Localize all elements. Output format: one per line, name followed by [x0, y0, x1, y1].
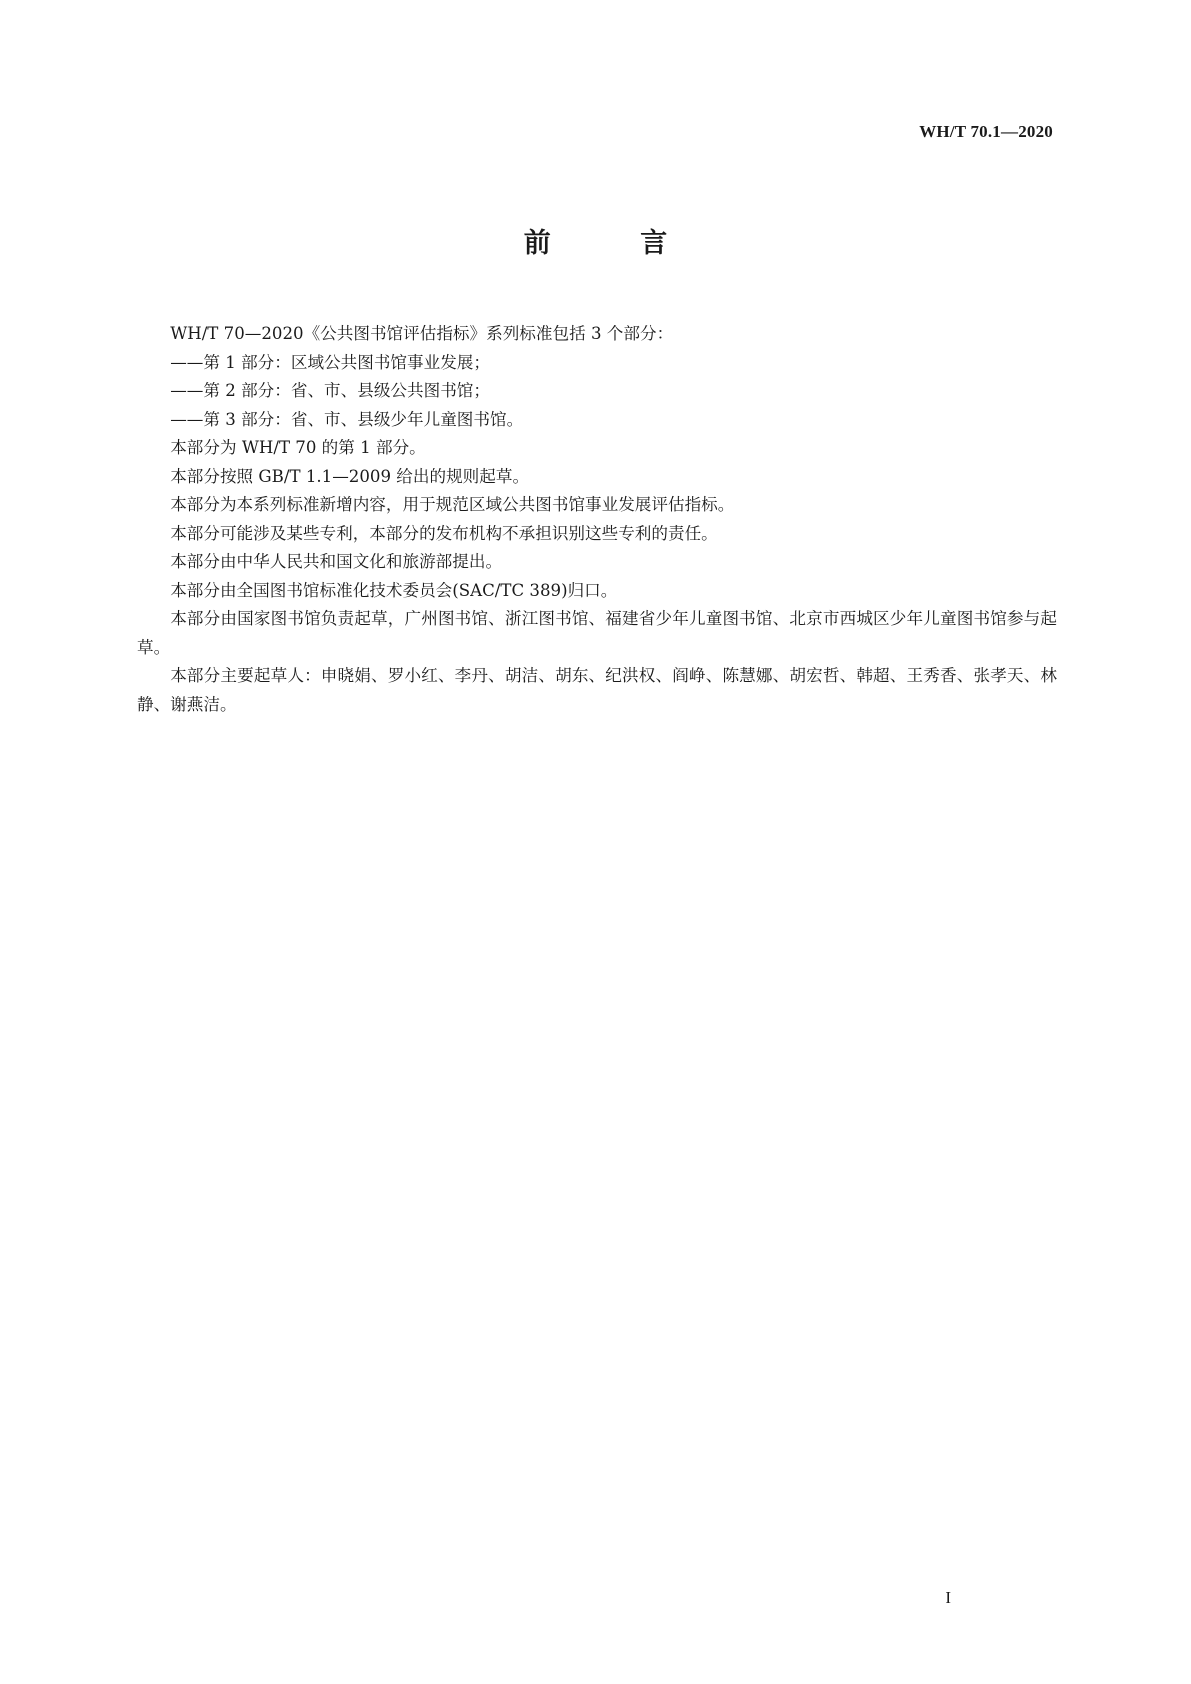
foreword-body [137, 320, 1057, 719]
paragraph-part-statement: 本部分为 WH/T 70 的第 1 部分。 [170, 438, 426, 457]
list-item-part-2: ——第 2 部分：省、市、县级公共图书馆； [170, 381, 490, 400]
paragraph-administrator: 本部分由全国图书馆标准化技术委员会(SAC/TC 389)归口。 [170, 580, 618, 600]
paragraph-drafting-rules: 本部分按照 GB/T 1.1—2009 给出的规则起草。 [170, 466, 530, 486]
paragraph-drafters: 本部分主要起草人：申晓娟、罗小红、李丹、胡洁、胡东、纪洪权、阎峥、陈慧娜、胡宏哲、韩超、王秀香、张孝天、林静、谢燕洁。 [137, 666, 1057, 714]
page-number: I [945, 1588, 951, 1607]
paragraph-patent-notice: 本部分可能涉及某些专利，本部分的发布机构不承担识别这些专利的责任。 [170, 523, 718, 543]
list-item-part-1: ——第 1 部分：区域公共图书馆事业发展； [170, 352, 490, 372]
list-item-part-3: ——第 3 部分：省、市、县级少年儿童图书馆。 [170, 409, 524, 429]
paragraph-proposer: 本部分由中华人民共和国文化和旅游部提出。 [170, 552, 503, 571]
paragraph-new-content: 本部分为本系列标准新增内容，用于规范区域公共图书馆事业发展评估指标。 [170, 495, 735, 514]
standard-code: WH/T 70.1—2020 [919, 122, 1053, 141]
page-title: 前 言 [523, 228, 708, 259]
paragraph-drafting-organizations: 本部分由国家图书馆负责起草，广州图书馆、浙江图书馆、福建省少年儿童图书馆、北京市西城区少年儿童图书馆参与起草。 [137, 609, 1057, 657]
paragraph-series-intro: WH/T 70—2020《公共图书馆评估指标》系列标准包括 3 个部分： [170, 324, 674, 343]
